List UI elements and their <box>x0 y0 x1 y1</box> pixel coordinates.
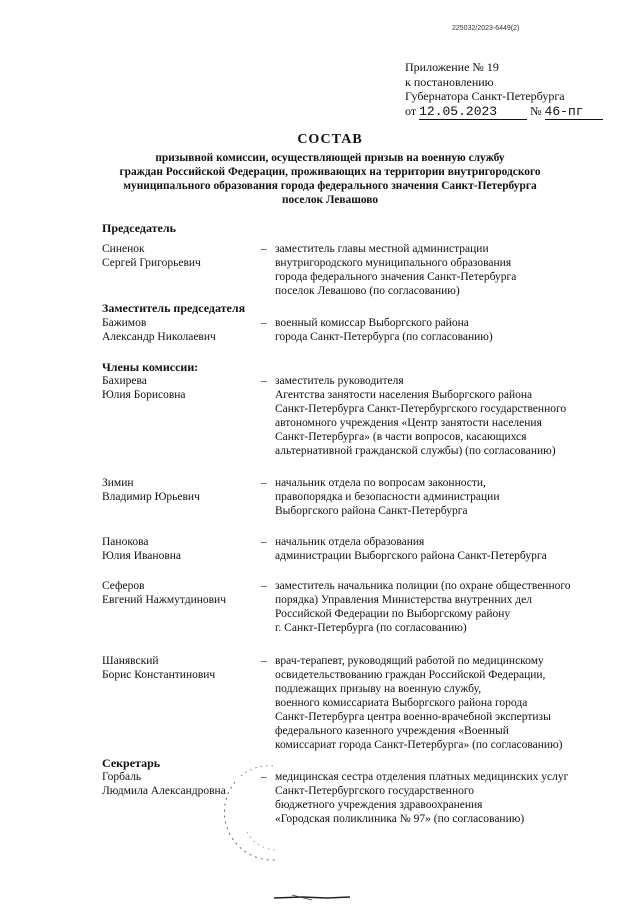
person-name <box>102 654 215 682</box>
role-line: Санкт-Петербурга» (в части вопросов, касающихся <box>275 431 527 443</box>
person-name <box>102 579 226 607</box>
role-line: внутригородского муниципального образования <box>275 257 512 269</box>
role-line: комиссариат города Санкт-Петербурга» (по согласованию) <box>275 739 563 751</box>
role-line: подлежащих призыву на военную службу, <box>275 683 482 695</box>
dash: – <box>261 580 267 592</box>
person-surname: Зимин <box>102 477 134 489</box>
dash: – <box>261 655 267 667</box>
subtitle-line-2: граждан Российской Федерации, проживающих на территории внутригородского <box>119 166 541 178</box>
appendix-line-3: Губернатора Санкт-Петербурга <box>405 89 565 103</box>
role-line: Агентства занятости населения Выборгского района <box>275 389 533 401</box>
person-surname: Сеферов <box>102 580 145 592</box>
date-prefix: от <box>405 103 417 118</box>
role-line: освидетельствованию граждан Российской Федерации, <box>275 669 546 681</box>
person-given-name: Александр Николаевич <box>102 331 216 343</box>
person-given-name: Борис Константинович <box>102 669 216 681</box>
person-role <box>275 654 620 752</box>
person-surname: Синенок <box>102 243 145 255</box>
dash: – <box>261 243 267 255</box>
role-line: военный комиссар Выборгского района <box>275 317 469 329</box>
appendix-date-line <box>405 104 603 121</box>
dash: – <box>261 536 267 548</box>
person-name <box>102 535 181 563</box>
person-name <box>102 316 216 344</box>
person-surname: Панокова <box>102 536 149 548</box>
person-name <box>102 374 186 402</box>
person-surname: Бахирева <box>102 375 147 387</box>
subtitle-line-1: призывной комиссии, осуществляющей призыв на военную службу <box>155 152 505 164</box>
person-name <box>102 476 200 504</box>
role-line: заместитель начальника полиции (по охране общественного <box>275 580 571 592</box>
person-given-name: Евгений Нажмутдинович <box>102 594 226 606</box>
stamp-outline <box>215 752 330 867</box>
role-line: города Санкт-Петербурга (по согласованию) <box>275 331 493 343</box>
dash: – <box>261 317 267 329</box>
appendix-line-1: Приложение № 19 <box>405 60 499 74</box>
person-role <box>275 374 620 458</box>
section-chairman: Председатель <box>102 221 176 235</box>
person-role <box>275 316 620 344</box>
role-line: правопорядка и безопасности администрации <box>275 491 500 503</box>
document-title-block <box>30 132 630 207</box>
role-line: военного комиссариата Выборгского района города <box>275 697 528 709</box>
role-line: Санкт-Петербурга Санкт-Петербургского государственного <box>275 403 567 415</box>
subtitle-line-4: поселок Левашово <box>281 194 379 206</box>
number-prefix: № <box>530 103 542 118</box>
person-surname: Горбаль <box>102 771 142 783</box>
person-given-name: Людмила Александровна <box>102 785 226 797</box>
role-line: Санкт-Петербургского государственного <box>275 785 475 797</box>
role-line: города федерального значения Санкт-Петербурга <box>275 271 517 283</box>
signature-mark <box>272 892 352 902</box>
role-line: начальник отдела образования <box>275 536 425 548</box>
role-line: федерального казенного учреждения «Военный <box>275 725 509 737</box>
appendix-block <box>405 60 603 120</box>
person-name <box>102 770 226 798</box>
role-line: медицинская сестра отделения платных медицинских услуг <box>275 771 569 783</box>
person-given-name: Сергей Григорьевич <box>102 257 201 269</box>
person-surname: Шанявский <box>102 655 159 667</box>
subtitle-line-3: муниципального образования города федерального значения Санкт-Петербурга <box>123 180 537 192</box>
role-line: автономного учреждения «Центр занятости населения <box>275 417 542 429</box>
section-deputy: Заместитель председателя <box>102 301 246 315</box>
role-line: заместитель руководителя <box>275 375 404 387</box>
decree-number: 46-пг <box>545 105 603 121</box>
role-line: порядка) Управления Министерства внутренних дел <box>275 594 532 606</box>
person-role <box>275 242 620 298</box>
role-line: поселок Левашово (по согласованию) <box>275 285 460 297</box>
role-line: Выборгского района Санкт-Петербурга <box>275 505 468 517</box>
dash: – <box>261 477 267 489</box>
role-line: врач-терапевт, руководящий работой по медицинскому <box>275 655 544 667</box>
person-given-name: Юлия Борисовна <box>102 389 186 401</box>
role-line: заместитель главы местной администрации <box>275 243 489 255</box>
person-name <box>102 242 201 270</box>
role-line: Российской Федерации по Выборгскому району <box>275 608 511 620</box>
person-role <box>275 535 620 563</box>
dash: – <box>261 375 267 387</box>
appendix-line-2: к постановлению <box>405 74 494 89</box>
person-surname: Бажимов <box>102 317 147 329</box>
role-line: «Городская поликлиника № 97» (по согласованию) <box>275 813 525 825</box>
role-line: альтернативной гражданской службы) (по согласованию) <box>275 445 556 457</box>
registration-number: 225032/2023-6449(2) <box>452 25 520 32</box>
section-members: Члены комиссии: <box>102 360 199 374</box>
decree-date: 12.05.2023 <box>419 105 527 121</box>
person-given-name: Юлия Ивановна <box>102 550 182 562</box>
role-line: начальник отдела по вопросам законности, <box>275 477 486 489</box>
person-given-name: Владимир Юрьевич <box>102 491 200 503</box>
person-role <box>275 476 620 518</box>
section-secretary: Секретарь <box>102 756 161 770</box>
role-line: г. Санкт-Петербурга (по согласованию) <box>275 622 467 634</box>
role-line: Санкт-Петербурга центра военно-врачебной экспертизы <box>275 711 551 723</box>
person-role <box>275 579 620 635</box>
role-line: бюджетного учреждения здравоохранения <box>275 799 483 811</box>
dash: – <box>261 771 267 783</box>
role-line: администрации Выборгского района Санкт-Петербурга <box>275 550 547 562</box>
document-title: СОСТАВ <box>297 132 363 147</box>
